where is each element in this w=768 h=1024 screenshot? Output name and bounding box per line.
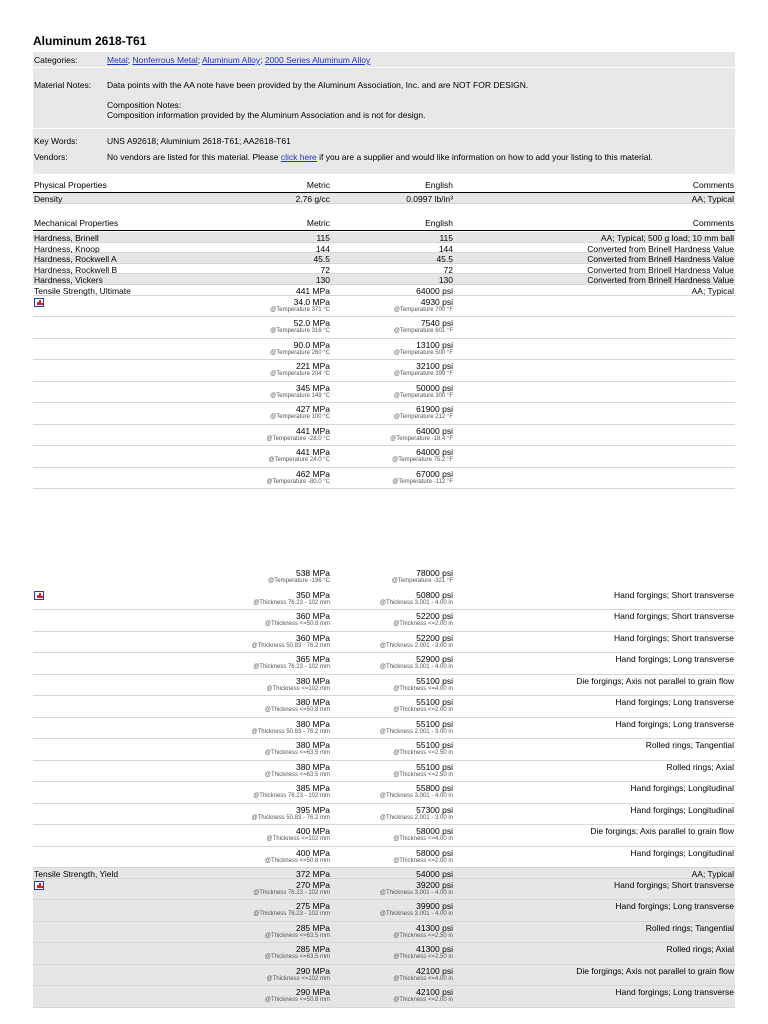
property-row bbox=[33, 360, 735, 382]
physical-properties-heading: Physical Properties bbox=[34, 180, 107, 190]
english-value: 41300 psi bbox=[416, 944, 453, 955]
metric-value: 380 MPa bbox=[295, 697, 330, 707]
metric-condition: @Temperature 24.0 °C bbox=[268, 457, 330, 464]
metric-value: 45.5 bbox=[313, 254, 330, 265]
property-row bbox=[33, 339, 735, 361]
comment-text: AA; Typical; 500 g load; 10 mm ball bbox=[600, 233, 734, 243]
english-value: 55100 psi bbox=[416, 675, 453, 686]
property-row bbox=[33, 317, 735, 339]
english-condition: @Temperature 212 °F bbox=[393, 414, 453, 421]
category-link-aluminum-alloy[interactable]: Aluminum Alloy bbox=[202, 55, 261, 65]
property-row bbox=[33, 193, 735, 204]
property-row bbox=[33, 847, 735, 869]
metric-value: 441 MPa bbox=[295, 286, 330, 296]
english-column-header: English bbox=[425, 180, 453, 190]
english-value: 55800 psi bbox=[416, 783, 453, 793]
metric-condition: @Temperature -80.0 °C bbox=[266, 478, 330, 485]
material-header-panel bbox=[33, 52, 735, 174]
comment-text: Die forgings; Axis not parallel to grain flow bbox=[576, 675, 734, 686]
property-row bbox=[33, 675, 735, 697]
bar-chart-icon[interactable] bbox=[34, 298, 44, 307]
keywords-text: UNS A92618; Aluminium 2618-T61; AA2618-T61 bbox=[107, 136, 291, 146]
metric-value: 441 MPa bbox=[295, 447, 330, 458]
english-condition: @Thickness 3.001 - 4.00 in bbox=[379, 599, 453, 606]
english-condition: @Temperature 601 °F bbox=[393, 328, 453, 335]
english-value: 64000 psi bbox=[416, 286, 453, 296]
english-condition: @Thickness <=4.00 in bbox=[393, 975, 453, 982]
property-row bbox=[33, 243, 735, 254]
metric-value: 52.0 MPa bbox=[293, 318, 330, 329]
comment-text: Hand forgings; Long transverse bbox=[615, 901, 734, 912]
comment-text: Hand forgings; Short transverse bbox=[613, 589, 734, 600]
metric-condition: @Thickness <=102 mm bbox=[266, 975, 330, 982]
english-value: 130 bbox=[438, 275, 453, 286]
english-value: 78000 psi bbox=[416, 568, 453, 578]
metric-condition: @Thickness <=63.5 mm bbox=[264, 954, 330, 961]
english-condition: @Thickness <=2.50 in bbox=[393, 771, 453, 778]
comment-text: Converted from Brinell Hardness Value bbox=[587, 243, 734, 254]
metric-value: 395 MPa bbox=[295, 804, 330, 815]
comment-text: Converted from Brinell Hardness Value bbox=[587, 264, 734, 275]
comment-text: AA; Typical bbox=[691, 286, 734, 296]
metric-condition: @Thickness <=63.5 mm bbox=[264, 932, 330, 939]
comment-text: Rolled rings; Axial bbox=[666, 944, 734, 955]
property-row bbox=[33, 825, 735, 847]
english-value: 7540 psi bbox=[420, 318, 453, 329]
metric-value: 462 MPa bbox=[295, 468, 330, 479]
english-value: 42100 psi bbox=[416, 987, 453, 998]
english-condition: @Thickness <=2.50 in bbox=[393, 750, 453, 756]
property-row bbox=[33, 965, 735, 987]
bar-chart-icon-bar bbox=[41, 596, 43, 598]
bar-chart-icon[interactable] bbox=[34, 881, 44, 890]
metric-condition: @Temperature 204 °C bbox=[270, 371, 330, 378]
english-condition: @Temperature 500 °F bbox=[393, 349, 453, 356]
categories-label: Categories: bbox=[34, 55, 78, 65]
english-value: 57300 psi bbox=[416, 804, 453, 815]
english-value: 52200 psi bbox=[416, 611, 453, 621]
click-here-link[interactable]: click here bbox=[280, 152, 317, 162]
metric-condition: @Temperature 149 °C bbox=[270, 392, 330, 399]
composition-notes-text: Composition information provided by the Aluminum Association and is not for design. bbox=[107, 110, 426, 120]
property-row bbox=[33, 986, 735, 1008]
keywords-label: Key Words: bbox=[34, 136, 78, 146]
english-value: 52900 psi bbox=[416, 654, 453, 664]
english-value: 58000 psi bbox=[416, 847, 453, 858]
comment-text: Hand forgings; Long transverse bbox=[615, 654, 734, 664]
property-row bbox=[33, 589, 735, 611]
comment-text: Hand forgings; Longitudinal bbox=[630, 783, 734, 793]
english-value: 41300 psi bbox=[416, 922, 453, 933]
metric-value: 290 MPa bbox=[295, 987, 330, 998]
bar-chart-icon-bar bbox=[41, 303, 43, 305]
comment-text: Hand forgings; Long transverse bbox=[615, 987, 734, 998]
metric-condition: @Thickness 76.23 - 102 mm bbox=[253, 664, 330, 670]
property-row bbox=[33, 232, 735, 243]
metric-condition: @Temperature 371 °C bbox=[270, 306, 330, 313]
mechanical-properties-header bbox=[33, 218, 735, 231]
metric-value: 144 bbox=[315, 243, 330, 254]
property-row bbox=[33, 632, 735, 654]
comment-text: Converted from Brinell Hardness Value bbox=[587, 254, 734, 265]
english-value: 64000 psi bbox=[416, 425, 453, 436]
comment-text: AA; Typical bbox=[691, 869, 734, 879]
english-condition: @Thickness 3.001 - 4.00 in bbox=[379, 793, 453, 799]
mechanical-properties-heading: Mechanical Properties bbox=[34, 218, 119, 228]
comment-text: Hand forgings; Long transverse bbox=[615, 718, 734, 729]
property-name: Hardness, Brinell bbox=[34, 233, 99, 243]
category-link-metal[interactable]: Metal bbox=[107, 55, 128, 65]
english-value: 39200 psi bbox=[416, 879, 453, 890]
english-value: 72 bbox=[443, 264, 453, 275]
divider bbox=[33, 128, 735, 129]
property-row bbox=[33, 922, 735, 944]
english-value: 64000 psi bbox=[416, 447, 453, 458]
metric-condition: @Thickness <=63.5 mm bbox=[264, 771, 330, 778]
metric-value: 270 MPa bbox=[295, 879, 330, 890]
physical-properties-header bbox=[33, 180, 735, 193]
property-row bbox=[33, 264, 735, 275]
english-condition: @Thickness <=2.00 in bbox=[393, 707, 453, 713]
english-value: 58000 psi bbox=[416, 826, 453, 836]
metric-condition: @Thickness 76.23 - 102 mm bbox=[253, 793, 330, 799]
english-condition: @Temperature 399 °F bbox=[393, 371, 453, 378]
property-name: Hardness, Vickers bbox=[34, 275, 103, 286]
metric-column-header: Metric bbox=[306, 218, 330, 228]
english-value: 13100 psi bbox=[416, 339, 453, 350]
metric-value: 360 MPa bbox=[295, 611, 330, 621]
english-value: 115 bbox=[439, 233, 453, 243]
english-condition: @Thickness <=2.50 in bbox=[393, 932, 453, 939]
property-row bbox=[33, 879, 735, 901]
metric-column-header: Metric bbox=[306, 180, 330, 190]
property-row bbox=[33, 468, 735, 490]
metric-value: 290 MPa bbox=[295, 965, 330, 976]
english-value: 0.0997 lb/in³ bbox=[406, 194, 453, 204]
metric-value: 275 MPa bbox=[295, 901, 330, 912]
property-row bbox=[33, 403, 735, 425]
vendors-text bbox=[107, 152, 653, 162]
english-condition: @Temperature -321 °F bbox=[391, 578, 453, 584]
comment-text: Converted from Brinell Hardness Value bbox=[587, 275, 734, 286]
english-value: 67000 psi bbox=[416, 468, 453, 479]
property-row bbox=[33, 782, 735, 804]
metric-value: 285 MPa bbox=[295, 922, 330, 933]
english-value: 55100 psi bbox=[416, 740, 453, 750]
english-value: 4930 psi bbox=[420, 296, 453, 307]
composition-notes-heading: Composition Notes: bbox=[107, 100, 182, 110]
metric-condition: @Thickness <=102 mm bbox=[266, 836, 330, 842]
metric-condition: @Thickness 50.83 - 76.2 mm bbox=[251, 814, 330, 821]
metric-condition: @Thickness <=50.8 mm bbox=[264, 857, 330, 864]
metric-condition: @Temperature -28.0 °C bbox=[266, 435, 330, 442]
property-row bbox=[33, 696, 735, 718]
property-name: Hardness, Knoop bbox=[34, 243, 100, 254]
english-value: 52200 psi bbox=[416, 632, 453, 643]
metric-value: 365 MPa bbox=[295, 654, 330, 664]
metric-condition: @Temperature -196 °C bbox=[268, 578, 330, 584]
english-condition: @Thickness <=4.00 in bbox=[393, 836, 453, 842]
comment-text: Rolled rings; Tangential bbox=[645, 922, 734, 933]
english-value: 61900 psi bbox=[416, 404, 453, 415]
metric-condition: @Thickness 50.83 - 76.2 mm bbox=[251, 728, 330, 735]
english-value: 50000 psi bbox=[416, 382, 453, 393]
page-title: Aluminum 2618-T61 bbox=[33, 34, 147, 48]
property-row bbox=[33, 296, 735, 318]
english-condition: @Thickness <=2.50 in bbox=[393, 954, 453, 961]
property-row bbox=[33, 382, 735, 404]
english-condition: @Thickness 3.001 - 4.00 in bbox=[379, 911, 453, 918]
comments-column-header: Comments bbox=[692, 218, 734, 228]
property-row bbox=[33, 943, 735, 965]
metric-value: 350 MPa bbox=[295, 589, 330, 600]
metric-value: 130 bbox=[315, 275, 330, 286]
metric-condition: @Temperature 316 °C bbox=[270, 328, 330, 335]
metric-value: 380 MPa bbox=[295, 675, 330, 686]
english-condition: @Thickness <=4.00 in bbox=[393, 685, 453, 692]
vendors-text-after: if you are a supplier and would like information on how to add your listing to this material. bbox=[316, 152, 653, 162]
english-value: 45.5 bbox=[436, 254, 453, 265]
metric-condition: @Thickness 76.23 - 102 mm bbox=[253, 599, 330, 606]
metric-value: 538 MPa bbox=[295, 568, 330, 578]
bar-chart-icon-bar bbox=[41, 886, 43, 888]
categories-list: Metal; Nonferrous Metal; Aluminum Alloy; 2000 Series Aluminum Alloy bbox=[107, 55, 371, 65]
metric-value: 115 bbox=[316, 233, 330, 243]
metric-condition: @Temperature 260 °C bbox=[270, 349, 330, 356]
property-row bbox=[33, 653, 735, 675]
metric-value: 90.0 MPa bbox=[293, 339, 330, 350]
metric-condition: @Thickness <=63.5 mm bbox=[264, 750, 330, 756]
english-condition: @Temperature -112 °F bbox=[392, 478, 453, 485]
property-row bbox=[33, 610, 735, 632]
english-condition: @Thickness <=2.00 in bbox=[393, 997, 453, 1004]
comments-column-header: Comments bbox=[692, 180, 734, 190]
metric-value: 380 MPa bbox=[295, 718, 330, 729]
comment-text: Die forgings; Axis parallel to grain flow bbox=[590, 826, 734, 836]
property-row bbox=[33, 718, 735, 740]
comment-text: Rolled rings; Axial bbox=[666, 761, 734, 772]
metric-condition: @Thickness 76.23 - 102 mm bbox=[253, 911, 330, 918]
property-row bbox=[33, 739, 735, 761]
english-condition: @Thickness <=2.00 in bbox=[393, 857, 453, 864]
english-value: 54000 psi bbox=[416, 869, 453, 879]
comment-text: Rolled rings; Tangential bbox=[645, 740, 734, 750]
property-row bbox=[33, 446, 735, 468]
property-row bbox=[33, 253, 735, 264]
property-name: Hardness, Rockwell A bbox=[34, 254, 117, 265]
metric-value: 380 MPa bbox=[295, 740, 330, 750]
english-value: 42100 psi bbox=[416, 965, 453, 976]
metric-value: 345 MPa bbox=[295, 382, 330, 393]
metric-value: 427 MPa bbox=[295, 404, 330, 415]
property-name: Hardness, Rockwell B bbox=[34, 264, 118, 275]
english-value: 55100 psi bbox=[416, 761, 453, 772]
comment-text: Hand forgings; Longitudinal bbox=[630, 804, 734, 815]
property-name: Density bbox=[34, 194, 63, 204]
property-name: Tensile Strength, Ultimate bbox=[34, 286, 131, 296]
metric-condition: @Thickness 50.83 - 76.2 mm bbox=[251, 642, 330, 649]
metric-value: 2.76 g/cc bbox=[295, 194, 330, 204]
english-value: 32100 psi bbox=[416, 361, 453, 372]
comment-text: Hand forgings; Long transverse bbox=[615, 697, 734, 707]
comment-text: Hand forgings; Short transverse bbox=[613, 611, 734, 621]
comment-text: Die forgings; Axis not parallel to grain flow bbox=[576, 965, 734, 976]
english-condition: @Thickness 3.001 - 4.00 in bbox=[379, 664, 453, 670]
metric-value: 372 MPa bbox=[295, 869, 330, 879]
english-condition: @Temperature 700 °F bbox=[393, 306, 453, 313]
property-name: Tensile Strength, Yield bbox=[34, 869, 119, 879]
metric-value: 400 MPa bbox=[295, 826, 330, 836]
comment-text: Hand forgings; Longitudinal bbox=[630, 847, 734, 858]
english-column-header: English bbox=[425, 218, 453, 228]
metric-value: 400 MPa bbox=[295, 847, 330, 858]
metric-value: 380 MPa bbox=[295, 761, 330, 772]
english-condition: @Thickness <=2.00 in bbox=[393, 621, 453, 627]
english-value: 55100 psi bbox=[416, 697, 453, 707]
vendors-text-before: No vendors are listed for this material. Please bbox=[107, 152, 281, 162]
metric-value: 221 MPa bbox=[295, 361, 330, 372]
english-condition: @Thickness 2.001 - 3.00 in bbox=[379, 642, 453, 649]
metric-condition: @Thickness <=50.8 mm bbox=[264, 997, 330, 1004]
metric-value: 441 MPa bbox=[295, 425, 330, 436]
property-row bbox=[33, 567, 735, 588]
comment-text: Hand forgings; Short transverse bbox=[613, 632, 734, 643]
material-notes-label: Material Notes: bbox=[34, 80, 92, 90]
english-value: 144 bbox=[438, 243, 453, 254]
english-value: 39900 psi bbox=[416, 901, 453, 912]
english-value: 55100 psi bbox=[416, 718, 453, 729]
property-row bbox=[33, 761, 735, 783]
property-row bbox=[33, 804, 735, 826]
property-row bbox=[33, 900, 735, 922]
category-link-2000-series[interactable]: 2000 Series Aluminum Alloy bbox=[264, 55, 371, 65]
english-value: 50800 psi bbox=[416, 589, 453, 600]
metric-value: 285 MPa bbox=[295, 944, 330, 955]
english-condition: @Thickness 2.001 - 3.00 in bbox=[379, 728, 453, 735]
english-condition: @Thickness 2.001 - 3.00 in bbox=[379, 814, 453, 821]
metric-condition: @Thickness <=102 mm bbox=[266, 685, 330, 692]
property-row bbox=[33, 285, 735, 296]
comment-text: Hand forgings; Short transverse bbox=[613, 879, 734, 890]
comment-text: AA; Typical bbox=[691, 194, 734, 204]
property-row bbox=[33, 425, 735, 447]
metric-condition: @Thickness <=50.8 mm bbox=[264, 707, 330, 713]
metric-value: 385 MPa bbox=[295, 783, 330, 793]
bar-chart-icon[interactable] bbox=[34, 591, 44, 600]
metric-condition: @Thickness 76.23 - 102 mm bbox=[253, 889, 330, 896]
divider bbox=[33, 67, 735, 68]
english-condition: @Temperature 300 °F bbox=[393, 392, 453, 399]
property-row bbox=[33, 274, 735, 285]
english-condition: @Temperature 75.2 °F bbox=[392, 457, 453, 464]
metric-value: 72 bbox=[320, 264, 330, 275]
metric-condition: @Thickness <=50.8 mm bbox=[264, 621, 330, 627]
metric-value: 34.0 MPa bbox=[293, 296, 330, 307]
vendors-label: Vendors: bbox=[34, 152, 68, 162]
english-condition: @Temperature -18.4 °F bbox=[390, 435, 453, 442]
english-condition: @Thickness 3.001 - 4.00 in bbox=[379, 889, 453, 896]
metric-condition: @Temperature 100 °C bbox=[270, 414, 330, 421]
category-link-nonferrous[interactable]: Nonferrous Metal bbox=[132, 55, 198, 65]
metric-value: 360 MPa bbox=[295, 632, 330, 643]
property-row bbox=[33, 868, 735, 879]
material-notes-text: Data points with the AA note have been provided by the Aluminum Association, Inc. and are NOT FOR DESIGN. bbox=[107, 80, 529, 90]
